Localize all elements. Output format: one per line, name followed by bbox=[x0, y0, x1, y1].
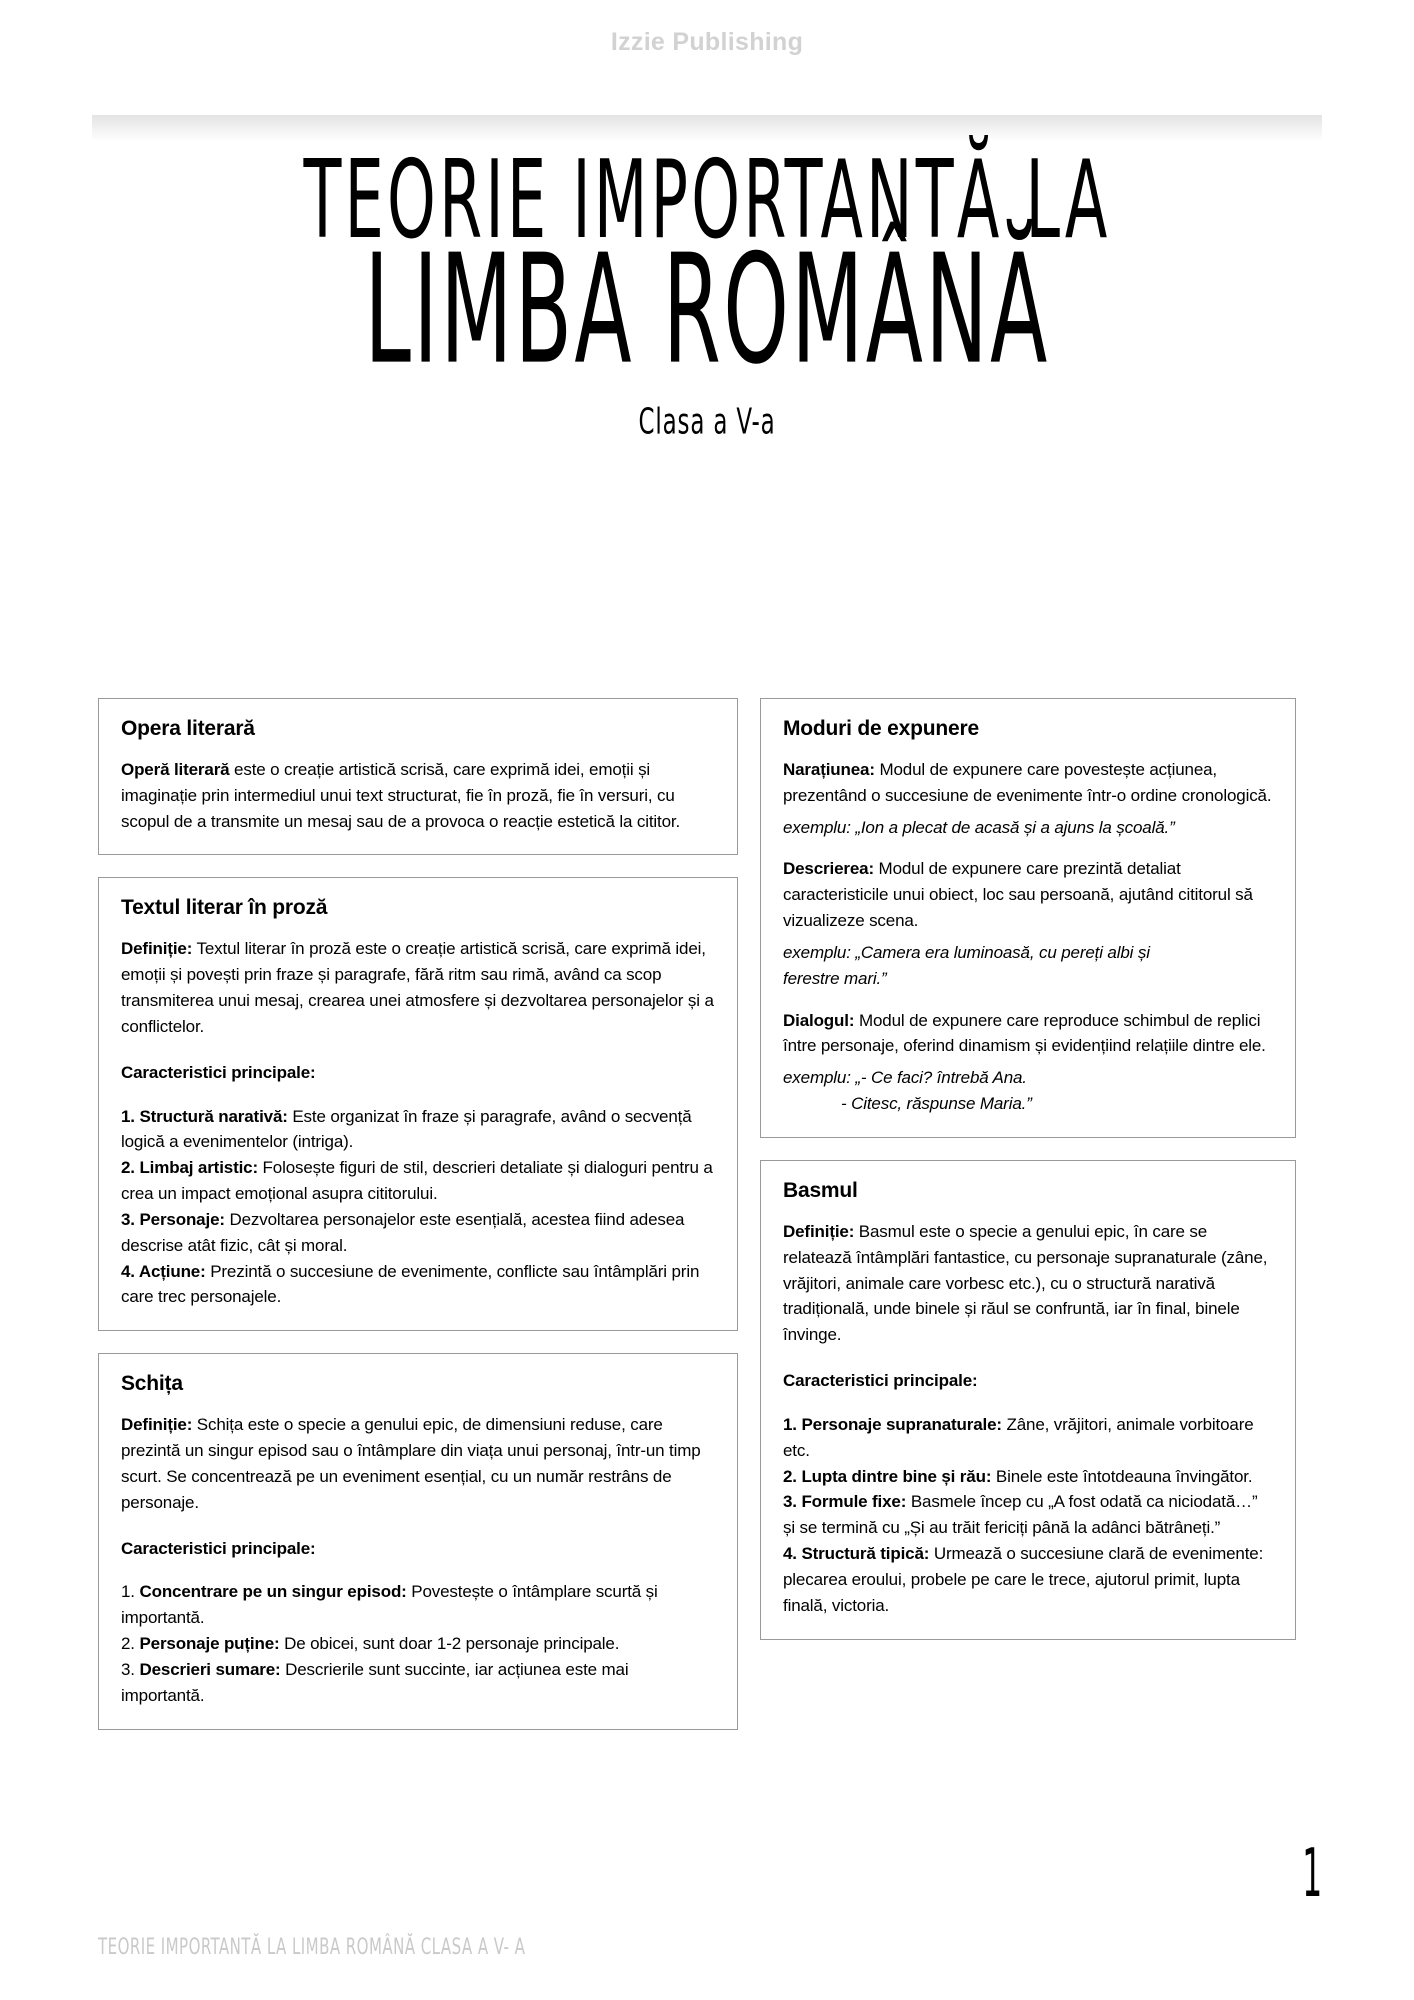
paragraph-lead-term: Dialogul: bbox=[783, 1010, 855, 1030]
example-line-1: exemplu: „Camera era luminoasă, cu pereți albi și bbox=[783, 942, 1150, 962]
list-item-text: Prezintă o succesiune de evenimente, conflicte sau întâmplări prin care trec personajele. bbox=[121, 1261, 700, 1307]
example-line-1: exemplu: „Ion a plecat de acasă și a ajuns la școală.” bbox=[783, 817, 1175, 837]
characteristics-list bbox=[121, 1104, 715, 1311]
paragraph-lead-term: Descrierea: bbox=[783, 859, 874, 879]
card-opera-literar bbox=[98, 698, 738, 855]
example-quote bbox=[783, 815, 1273, 841]
brand-name: Izzie Publishing bbox=[610, 28, 804, 56]
list-item-text: Este organizat în fraze și paragrafe, având o secvență logică a evenimentelor (intriga). bbox=[121, 1106, 692, 1152]
card-paragraph bbox=[783, 757, 1273, 809]
example-line-2: - Citesc, răspunse Maria.” bbox=[841, 1094, 1032, 1114]
list-item-marker: 3. bbox=[121, 1659, 140, 1679]
card-textul-literar-n-proz bbox=[98, 877, 738, 1331]
list-item bbox=[121, 1207, 715, 1259]
title-banner bbox=[92, 115, 1322, 466]
list-item-marker: 3. bbox=[783, 1492, 802, 1512]
paragraph-body: Schița este o specie a genului epic, de dimensiuni reduse, care prezintă un singur episod sau o întâmplare din viața unui personaj, într-un timp scurt. Se concentrează pe un eveniment esențial, cu un număr restrâns de personaje. bbox=[121, 1415, 701, 1512]
page-title-line-2: LIMBA ROMÂNĂ bbox=[364, 222, 1050, 399]
footer-note: TEORIE IMPORTANTĂ LA LIMBA ROMÂNĂ CLASA A V- A bbox=[98, 1934, 526, 1960]
paragraph-body: este o creație artistică scrisă, care exprimă idei, emoții și imaginație prin intermediul unui text structurat, fie în proză, fie în versuri, cu scopul de a transmite un mesaj sau de a provoca o reacție estetică la cititor. bbox=[121, 760, 681, 831]
card-basmul bbox=[760, 1160, 1296, 1640]
list-item bbox=[121, 1579, 715, 1631]
card-moduri-de-expunere bbox=[760, 698, 1296, 1138]
list-item-marker: 3. bbox=[121, 1209, 140, 1229]
paragraph-body: Textul literar în proză este o creație artistică scrisă, care exprimă idei, emoții și povești prin fraze și paragrafe, fără ritm sau rimă, având ca scop transmiterea unui mesaj, crearea unei atmosfere și dezvoltarea personajelor și a conflictelor. bbox=[121, 939, 714, 1036]
list-item-term: Acțiune: bbox=[138, 1261, 206, 1281]
paragraph-lead-term: Narațiunea: bbox=[783, 760, 875, 779]
list-item-marker: 1. bbox=[121, 1106, 140, 1126]
paragraph-body: Modul de expunere care reproduce schimbul de replici între personaje, oferind dinamism și evidențiind relațiile dintre ele. bbox=[783, 1010, 1266, 1056]
paragraph-lead-term: Definiție: bbox=[121, 1415, 193, 1435]
list-item-marker: 1. bbox=[121, 1582, 140, 1602]
paragraph-lead-term: Definiție: bbox=[121, 939, 193, 959]
list-item-term: Limbaj artistic: bbox=[139, 1158, 258, 1178]
page-title-line-1: TEORIE IMPORTANTĂ LA bbox=[303, 136, 1111, 263]
list-item-text: Basmele încep cu „A fost odată ca niciodată…” și se termină cu „Și au trăit fericiți până la adânci bătrâneți.” bbox=[783, 1492, 1258, 1538]
list-item bbox=[783, 1489, 1273, 1541]
list-item-text: De obicei, sunt doar 1-2 personaje principale. bbox=[279, 1634, 620, 1654]
list-item-text: Folosește figuri de stil, descrieri detaliate și dialoguri pentru a crea un impact emoțional asupra cititorului. bbox=[121, 1158, 713, 1204]
list-item-marker: 4. bbox=[121, 1261, 139, 1281]
list-item-text: Zâne, vrăjitori, animale vorbitoare etc. bbox=[783, 1414, 1254, 1460]
list-item-text: Descrierile sunt succinte, iar acțiunea este mai importantă. bbox=[121, 1659, 629, 1705]
example-line-2: ferestre mari.” bbox=[783, 968, 887, 988]
right-column bbox=[760, 698, 1296, 1662]
example-quote bbox=[783, 940, 1273, 992]
example-quote bbox=[783, 1065, 1273, 1117]
list-item-text: Urmează o succesiune clară de evenimente: plecarea eroului, probele pe care le trece, ajutorul primit, lupta finală, victoria. bbox=[783, 1544, 1264, 1615]
paragraph-body: Modul de expunere care prezintă detaliat caracteristicile unui obiect, loc sau persoană, ajutând cititorul să vizualizeze scena. bbox=[783, 859, 1253, 931]
list-item-text: Dezvoltarea personajelor este esențială, acestea fiind adesea descrise atât fizic, cât și moral. bbox=[121, 1209, 685, 1255]
list-item-term: Structură narativă: bbox=[139, 1106, 288, 1126]
card-paragraph bbox=[783, 1008, 1273, 1060]
list-item bbox=[783, 1541, 1273, 1618]
content-columns bbox=[0, 698, 1414, 1752]
card-schi-a bbox=[98, 1353, 738, 1729]
list-item-marker: 1. bbox=[783, 1414, 802, 1434]
card-paragraph bbox=[783, 1219, 1273, 1348]
list-item bbox=[121, 1155, 715, 1207]
list-item-text: Binele este întotdeauna învingător. bbox=[991, 1466, 1253, 1486]
paragraph-lead-term: Definiție: bbox=[783, 1221, 855, 1241]
paragraph-body: Modul de expunere care povestește acțiunea, prezentând o succesiune de evenimente într-o ordine cronologică. bbox=[783, 760, 1272, 805]
list-item-term: Descrieri sumare: bbox=[139, 1659, 281, 1679]
list-item-term: Personaje supranaturale: bbox=[801, 1414, 1002, 1434]
paragraph-lead-term: Operă literară bbox=[121, 760, 230, 779]
list-item-term: Formule fixe: bbox=[801, 1492, 907, 1512]
list-item bbox=[121, 1259, 715, 1311]
card-paragraph bbox=[783, 856, 1273, 933]
card-heading: Moduri de expunere bbox=[783, 717, 979, 740]
card-heading: Opera literară bbox=[121, 717, 255, 740]
card-heading: Schița bbox=[121, 1372, 183, 1396]
card-heading: Basmul bbox=[783, 1178, 858, 1202]
card-paragraph bbox=[121, 1412, 715, 1515]
page-number: 1 bbox=[1302, 1833, 1322, 1912]
left-column bbox=[98, 698, 738, 1752]
card-subheading: Caracteristici principale: bbox=[121, 1538, 316, 1558]
list-item bbox=[121, 1657, 715, 1709]
list-item-text: Povestește o întâmplare scurtă și importantă. bbox=[121, 1582, 658, 1628]
list-item-term: Concentrare pe un singur episod: bbox=[139, 1582, 407, 1602]
list-item bbox=[121, 1631, 715, 1657]
example-line-1: exemplu: „- Ce faci? întrebă Ana. bbox=[783, 1068, 1027, 1088]
list-item-term: Personaje: bbox=[139, 1209, 225, 1229]
list-item-marker: 2. bbox=[783, 1466, 802, 1486]
paragraph-body: Basmul este o specie a genului epic, în care se relatează întâmplări fantastice, cu personaje supranaturale (zâne, vrăjitori, animale care vorbesc etc.), cu o structură narativă tradițională, unde binele și răul se confruntă, iar în final, binele învinge. bbox=[783, 1221, 1268, 1345]
characteristics-list bbox=[783, 1412, 1273, 1619]
card-subheading: Caracteristici principale: bbox=[783, 1371, 978, 1391]
card-heading: Textul literar în proză bbox=[121, 896, 328, 920]
list-item-marker: 2. bbox=[121, 1158, 140, 1178]
list-item-term: Structură tipică: bbox=[801, 1544, 930, 1564]
list-item bbox=[783, 1412, 1273, 1464]
brand-header bbox=[0, 0, 1414, 80]
card-subheading: Caracteristici principale: bbox=[121, 1062, 316, 1082]
card-paragraph bbox=[121, 757, 715, 834]
list-item bbox=[121, 1104, 715, 1156]
list-item-marker: 2. bbox=[121, 1634, 140, 1654]
characteristics-list bbox=[121, 1579, 715, 1708]
list-item-term: Personaje puține: bbox=[139, 1634, 280, 1654]
list-item bbox=[783, 1464, 1273, 1490]
list-item-marker: 4. bbox=[783, 1544, 802, 1564]
card-paragraph bbox=[121, 936, 715, 1039]
page-subtitle: Clasa a V-a bbox=[638, 400, 776, 443]
list-item-term: Lupta dintre bine și rău: bbox=[801, 1466, 992, 1486]
